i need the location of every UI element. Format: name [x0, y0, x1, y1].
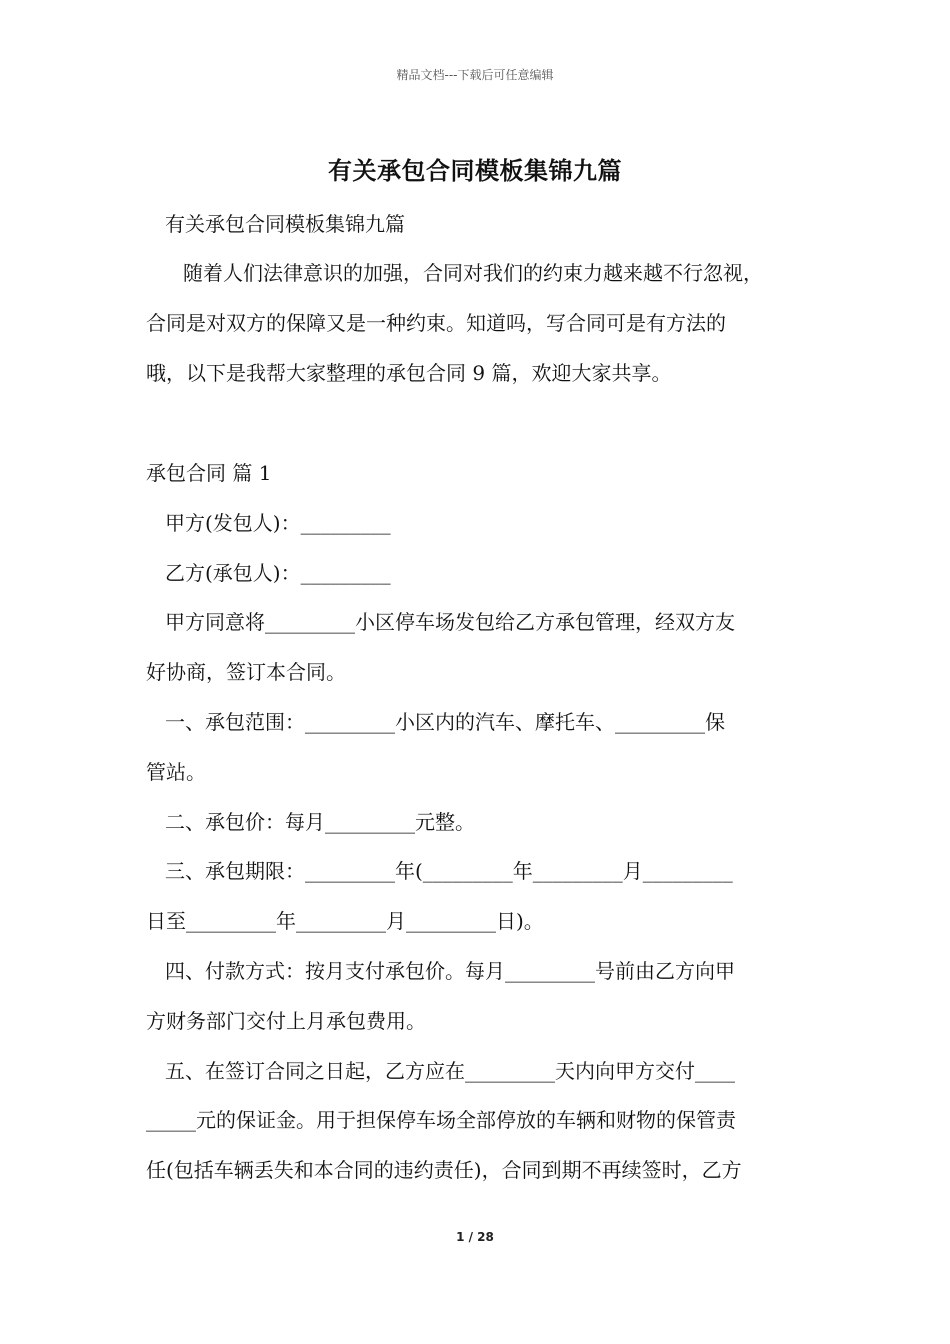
body-line: 任(包括车辆丢失和本合同的违约责任)，合同到期不再续签时，乙方	[146, 1158, 742, 1182]
body-line: 管站。	[146, 760, 206, 784]
section-heading: 承包合同 篇 1	[146, 461, 272, 485]
subtitle-line: 有关承包合同模板集锦九篇	[165, 212, 405, 236]
body-line: _____元的保证金。用于担保停车场全部停放的车辆和财物的保管责	[146, 1108, 736, 1132]
clause-line: 二、承包价：每月_________元整。	[165, 810, 475, 834]
body-line: 哦，以下是我帮大家整理的承包合同 9 篇，欢迎大家共享。	[146, 361, 672, 385]
document-title: 有关承包合同模板集锦九篇	[328, 157, 622, 185]
page-header: 精品文档---下载后可任意编辑	[396, 68, 554, 82]
party-b-line: 乙方(承包人)：_________	[165, 561, 391, 585]
clause-line: 一、承包范围：_________小区内的汽车、摩托车、_________保	[165, 710, 725, 734]
body-line: 好协商，签订本合同。	[146, 660, 346, 684]
body-line: 方财务部门交付上月承包费用。	[146, 1009, 426, 1033]
clause-line: 四、付款方式：按月支付承包价。每月_________号前由乙方向甲	[165, 959, 735, 983]
body-line: 日至_________年_________月_________日)。	[146, 909, 544, 933]
body-line: 甲方同意将_________小区停车场发包给乙方承包管理，经双方友	[165, 610, 735, 634]
clause-line: 五、在签订合同之日起，乙方应在_________天内向甲方交付____	[165, 1059, 735, 1083]
body-line: 随着人们法律意识的加强，合同对我们的约束力越来越不行忽视，	[183, 261, 763, 285]
party-a-line: 甲方(发包人)：_________	[165, 511, 391, 535]
body-line: 合同是对双方的保障又是一种约束。知道吗，写合同可是有方法的	[146, 311, 726, 335]
page-number: 1 / 28	[456, 1230, 494, 1244]
clause-line: 三、承包期限：_________年(_________年_________月_________	[165, 859, 733, 883]
